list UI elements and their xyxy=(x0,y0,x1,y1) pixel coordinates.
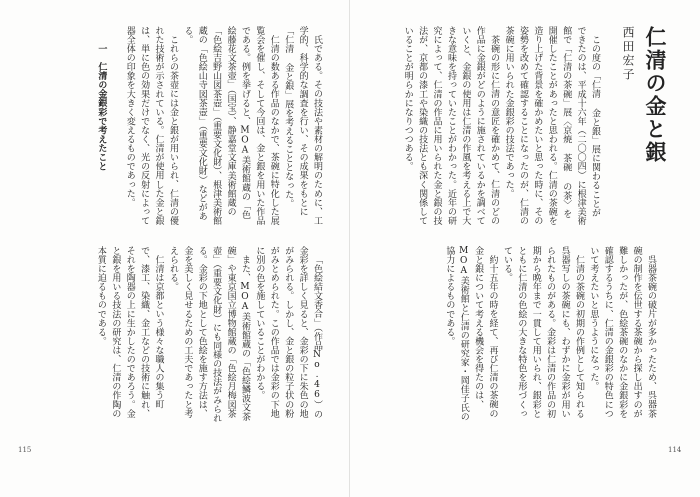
paragraph: 「色絵結文香合」（作品No.46）の金彩を詳しく見ると、金彩の下に朱色の地がみられる。しかし、金と銀の粒子状の粉がみとめられた。この作品では金彩の下地に別の色を施していることがわかる。 xyxy=(254,246,322,419)
paragraph: 氏である。その技法や素材の解明のために、工学的、科学的な調査を行い、その成果をもとに「仁清 金と銀」展を考えることとなった。 xyxy=(283,26,322,226)
right-page-lower-text xyxy=(372,246,658,426)
paragraph: 仁清の数ある作品のなかで、茶碗に特化した展覧会を催し、そして今回は、金と銀を用いた作品である。例を挙げると、MOA美術館蔵の「色絵藤花文茶壺」（国宝）、静嘉堂文庫美術館蔵の「色絵吉野山図茶壺」（重要文化財）、根津美術館蔵の「色絵山寺図茶壺」（重要文化財）などがある。 xyxy=(182,26,279,226)
title-block xyxy=(608,26,668,226)
paragraph: 茶碗の形に仁清の意匠を確かめて、仁清のどの作品に金銀がどのように施されているかを調べていくと、金銀の使用は仁清の作風を考える上で大きな意味を持っていたことがわかった。近年の研究によって、仁清の作品に用いられた金と銀の技法が、京都の漆工や染織の技法とも深く関係していることが明らかになりつつある。 xyxy=(402,26,500,226)
paragraph: 呉器茶碗の破片が多かったため、呉器茶碗の制作を伝世する茶碗から探し出すのが難しかったが、色絵茶碗のなかに金銀彩を確認するうちに、仁清の金銀彩の特色について考えたいと思うようになった。 xyxy=(588,246,656,418)
paragraph: また、MOA美術館蔵の「色絵鱗波文茶碗」や東京国立博物館蔵の「色絵月梅図茶壺」（重要文化財）にも同様の技法がみられる。金彩の下地として色絵を施す方法は、金を美しく見せるための工夫であったと考えられる。 xyxy=(167,246,250,423)
left-page-upper-text xyxy=(38,26,324,226)
paragraph: 仁清は京都という様々な職人の集う町で、漆工、染織、金工などの技術に触れ、それを陶器の上に生かしたのであろう。金と銀を用いる技法の研究は、仁清の作陶の本質に迫るものである。 xyxy=(95,246,164,418)
paragraph: これらの茶壺には金と銀が用いられ、仁清の優れた技術が示されている。仁清が使用した金と銀は、単に色の効果だけでなく、光の反射によって器全体の印象を大きく変えるものであった。 xyxy=(124,26,178,226)
page-number-left: 115 xyxy=(18,446,32,454)
page-number-right: 114 xyxy=(668,446,682,454)
paragraph: この度の「仁清 金と銀」展に関わることができたのは、平成十六年（二〇〇四）に根津美術館で「仁清の茶碗」展〈京焼 茶碗 の茶〉を開催したことがあったと思われる。仁清の茶碗を造り上げた背景を確かめたいと思った時に、その姿勢を改めて確認することになったのが、仁清の茶碗に用いられた金銀彩の技法であった。 xyxy=(503,26,600,226)
left-page-lower-text xyxy=(38,246,324,426)
section-heading: 一 仁清の金銀彩で考えたこと xyxy=(96,44,107,171)
right-page-upper-text xyxy=(372,26,602,226)
paragraph: 仁清の茶碗の初期の作例として知られる呉器写しの茶碗にも、わずかに金彩が用いられたものがある。金彩は仁清の作品の初期から晩年まで一貫して用いられ、銀彩とともに仁清の色絵の大きな特色を形づくっている。 xyxy=(501,246,584,418)
paragraph: 約十五年の時を経て、再び仁清の茶碗の金と銀について考える機会を得たのは、MOA美術館と仁清の研究家・岡佳子氏の協力によるものである。 xyxy=(444,246,498,421)
article-author: 西田宏子 xyxy=(621,26,635,82)
article-title: 仁清の金と銀 xyxy=(643,26,668,164)
